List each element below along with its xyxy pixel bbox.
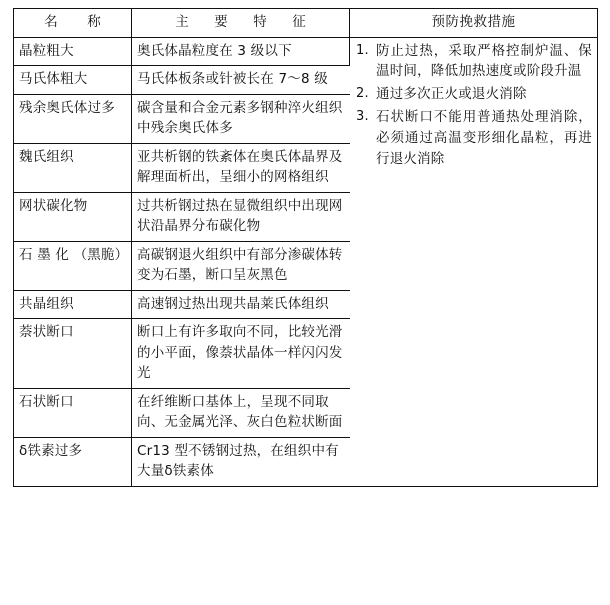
cell-term: 魏氏组织 [14, 143, 132, 192]
measure-item: 通过多次正火或退火消除 [376, 86, 527, 103]
cell-feature: 高速钢过热出现共晶莱氏体组织 [132, 290, 350, 319]
cell-feature: 过共析钢过热在显微组织中出现网状沿晶界分布碳化物 [132, 192, 350, 241]
cell-term: 马氏体粗大 [14, 66, 132, 95]
table-header [14, 9, 598, 38]
measures-list [355, 41, 592, 171]
cell-feature: 在纤维断口基体上，呈现不同取向、无金属光泽、灰白色粒状断面 [132, 388, 350, 437]
cell-term: 共晶组织 [14, 290, 132, 319]
table-header-row [14, 9, 598, 38]
cell-feature: 亚共析钢的铁紊体在奥氏体晶界及解理面析出，呈细小的网格组织 [132, 143, 350, 192]
cell-measures [350, 37, 598, 486]
cell-feature: 奥氏体晶粒度在 3 级以下 [132, 37, 350, 66]
column-header-measures: 预防挽救措施 [350, 9, 598, 38]
cell-term: δ铁素过多 [14, 437, 132, 486]
column-header-features: 主 要 特 征 [132, 9, 350, 38]
cell-term: 残余奥氏体过多 [14, 94, 132, 143]
table-body [14, 37, 598, 486]
cell-term: 晶粒粗大 [14, 37, 132, 66]
cell-feature: Cr13 型不锈钢过热，在组织中有大量δ铁素体 [137, 442, 339, 480]
cell-term: 石状断口 [14, 388, 132, 437]
cell-feature: 高碳钢退火组织中有部分渗碳体转变为石墨，断口呈灰黑色 [132, 241, 350, 290]
measure-item: 防止过热，采取严格控制炉温、保温时间，降低加热速度或阶段升温 [376, 42, 592, 80]
measure-item: 石状断口不能用普通热处理消除，必须通过高温变形细化晶粒，再进行退火消除 [376, 109, 592, 168]
column-header-name: 名 称 [14, 9, 132, 38]
document-page [0, 8, 610, 605]
defects-table [13, 8, 598, 487]
cell-term: 萘状断口 [14, 319, 132, 389]
table-row [14, 37, 598, 66]
cell-feature: 断口上有许多取向不同，比较光滑的小平面，像萘状晶体一样闪闪发光 [132, 319, 350, 389]
cell-feature: 碳含量和合金元素多钢种淬火组织中残余奥氏体多 [132, 94, 350, 143]
cell-term: 网状碳化物 [14, 192, 132, 241]
cell-term: 石 墨 化 （黑脆） [14, 241, 132, 290]
cell-feature: 马氏体板条或针被长在 7～8 级 [132, 66, 350, 95]
